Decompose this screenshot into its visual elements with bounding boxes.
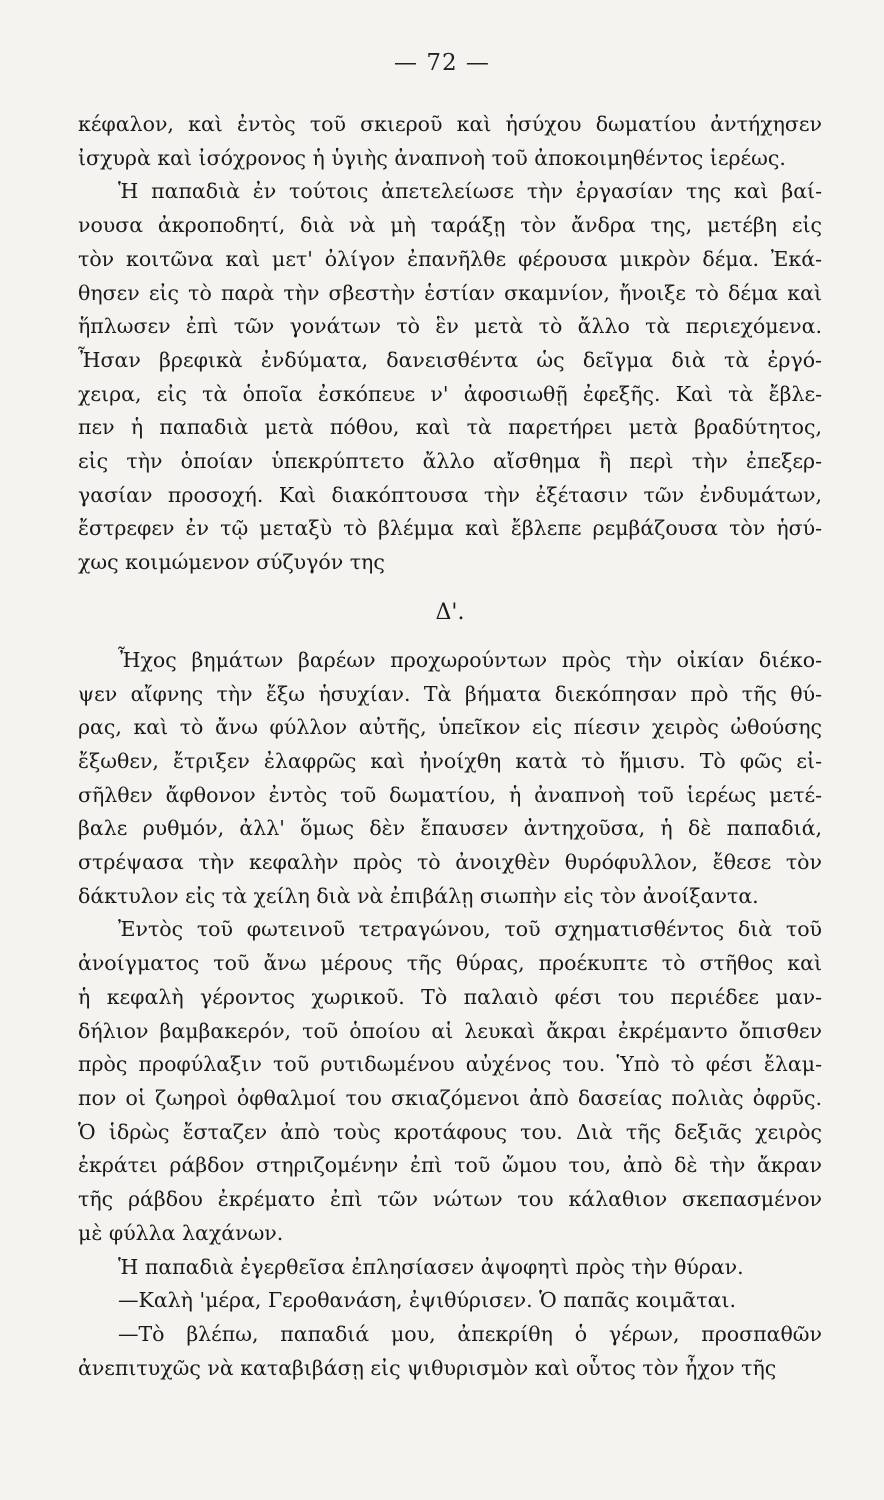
text-line: ἥπλωσεν ἐπὶ τῶν γονάτων τὸ ἓν μετὰ τὸ ἄλλο τὰ περιεχόμενα.	[78, 314, 822, 339]
text-line: ἰσχυρὰ καὶ ἰσόχρονος ἡ ὑγιὴς ἀναπνοὴ τοῦ ἀποκοιμηθέντος ἱερέως.	[78, 145, 786, 170]
body-text	[78, 108, 822, 1385]
text-line: ἔξωθεν, ἔτριξεν ἐλαφρῶς καὶ ἠνοίχθη κατὰ τὸ ἥμισυ. Τὸ φῶς εἰ-	[78, 748, 822, 773]
text-line: κέφαλον, καὶ ἐντὸς τοῦ σκιεροῦ καὶ ἡσύχου δωματίου ἀντήχησεν	[78, 112, 822, 136]
text-line: Ἡ παπαδιὰ ἐγερθεῖσα ἐπλησίασεν ἀψοφητὶ πρὸς τὴν θύραν.	[118, 1254, 744, 1279]
text-line: Ἐντὸς τοῦ φωτεινοῦ τετραγώνου, τοῦ σχηματισθέντος διὰ τοῦ	[118, 917, 822, 942]
text-line: πον οἱ ζωηροὶ ὀφθαλμοί του σκιαζόμενοι ἀπὸ δασείας πολιὰς ὀφρῦς.	[78, 1085, 822, 1110]
paragraph	[78, 913, 822, 1250]
text-line: νουσα ἀκροποδητί, διὰ νὰ μὴ ταράξῃ τὸν ἄνδρα της, μετέβη εἰς	[78, 213, 822, 238]
text-before-section	[78, 108, 822, 580]
text-line: ἀνεπιτυχῶς νὰ καταβιβάσῃ εἰς ψιθυρισμὸν καὶ οὗτος τὸν ἦχον τῆς	[78, 1355, 777, 1380]
text-after-section	[78, 644, 822, 1385]
paragraph	[78, 108, 822, 175]
paragraph	[78, 1318, 822, 1385]
text-line: βαλε ρυθμόν, ἀλλ' ὅμως δὲν ἔπαυσεν ἀντηχοῦσα, ἡ δὲ παπαδιά,	[78, 816, 822, 841]
text-line: Ἦσαν βρεφικὰ ἐνδύματα, δανεισθέντα ὡς δεῖγμα διὰ τὰ ἐργό-	[78, 347, 822, 372]
text-line: μὲ φύλλα λαχάνων.	[78, 1220, 284, 1245]
page-number: — 72 —	[394, 50, 490, 76]
paragraph	[78, 1251, 822, 1285]
text-line: τῆς ράβδου ἐκρέματο ἐπὶ τῶν νώτων του κάλαθιον σκεπασμένον	[78, 1187, 822, 1212]
text-line: ἀνοίγματος τοῦ ἄνω μέρους τῆς θύρας, προέκυπτε τὸ στῆθος καὶ	[78, 951, 822, 976]
text-line: εἰς τὴν ὁποίαν ὑπεκρύπτετο ἄλλο αἴσθημα ἢ περὶ τὴν ἐπεξερ-	[78, 449, 822, 474]
text-line: —Τὸ βλέπω, παπαδιά μου, ἀπεκρίθη ὁ γέρων, προσπαθῶν	[118, 1321, 822, 1346]
text-line: ἡ κεφαλὴ γέροντος χωρικοῦ. Τὸ παλαιὸ φέσι του περιέδεε μαν-	[78, 984, 822, 1009]
text-line: δήλιον βαμβακερόν, τοῦ ὁποίου αἱ λευκαὶ ἄκραι ἐκρέμαντο ὄπισθεν	[78, 1018, 822, 1043]
paragraph	[78, 1284, 822, 1318]
paragraph	[78, 175, 822, 579]
text-line: Ὁ ἱδρὼς ἔσταζεν ἀπὸ τοὺς κροτάφους του. Διὰ τῆς δεξιᾶς χειρὸς	[78, 1119, 822, 1144]
text-line: πρὸς προφύλαξιν τοῦ ρυτιδωμένου αὐχένος του. Ὑπὸ τὸ φέσι ἔλαμ-	[78, 1052, 822, 1077]
section-heading: Δ'.	[435, 599, 465, 625]
text-line: θησεν εἰς τὸ παρὰ τὴν σβεστὴν ἑστίαν σκαμνίον, ἤνοιξε τὸ δέμα καὶ	[78, 280, 822, 305]
text-line: ψεν αἴφνης τὴν ἔξω ἡσυχίαν. Τὰ βήματα διεκόπησαν πρὸ τῆς θύ-	[78, 681, 822, 706]
text-line: Ἡ παπαδιὰ ἐν τούτοις ἀπετελείωσε τὴν ἐργασίαν της καὶ βαί-	[118, 179, 822, 204]
text-line: Ἦχος βημάτων βαρέων προχωρούντων πρὸς τὴν οἰκίαν διέκο-	[118, 647, 822, 672]
text-line: ἐκράτει ράβδον στηριζομένην ἐπὶ τοῦ ὤμου του, ἀπὸ δὲ τὴν ἄκραν	[78, 1153, 822, 1178]
text-line: σῆλθεν ἄφθονον ἐντὸς τοῦ δωματίου, ἡ ἀναπνοὴ τοῦ ἱερέως μετέ-	[78, 782, 822, 807]
text-line: στρέψασα τὴν κεφαλὴν πρὸς τὸ ἀνοιχθὲν θυρόφυλλον, ἔθεσε τὸν	[78, 850, 822, 875]
text-line: χως κοιμώμενον σύζυγόν της	[78, 550, 385, 575]
text-line: πεν ἡ παπαδιὰ μετὰ πόθου, καὶ τὰ παρετήρει μετὰ βραδύτητος,	[78, 415, 822, 440]
text-line: δάκτυλον εἰς τὰ χείλη διὰ νὰ ἐπιβάλῃ σιωπὴν εἰς τὸν ἀνοίξαντα.	[78, 883, 759, 908]
text-line: —Καλὴ 'μέρα, Γεροθανάση, ἐψιθύρισεν. Ὁ παπᾶς κοιμᾶται.	[118, 1288, 736, 1313]
text-line: χειρα, εἰς τὰ ὁποῖα ἐσκόπευε ν' ἀφοσιωθῇ ἐφεξῆς. Καὶ τὰ ἔβλε-	[78, 381, 822, 406]
text-line: τὸν κοιτῶνα καὶ μετ' ὀλίγον ἐπανῆλθε φέρουσα μικρὸν δέμα. Ἐκά-	[78, 246, 822, 271]
text-line: ἔστρεφεν ἐν τῷ μεταξὺ τὸ βλέμμα καὶ ἔβλεπε ρεμβάζουσα τὸν ἡσύ-	[78, 516, 822, 541]
text-line: ρας, καὶ τὸ ἄνω φύλλον αὐτῆς, ὑπεῖκον εἰς πίεσιν χειρὸς ὠθούσης	[78, 715, 822, 740]
text-line: γασίαν προσοχή. Καὶ διακόπτουσα τὴν ἐξέτασιν τῶν ἐνδυμάτων,	[78, 482, 822, 507]
paragraph	[78, 644, 822, 914]
